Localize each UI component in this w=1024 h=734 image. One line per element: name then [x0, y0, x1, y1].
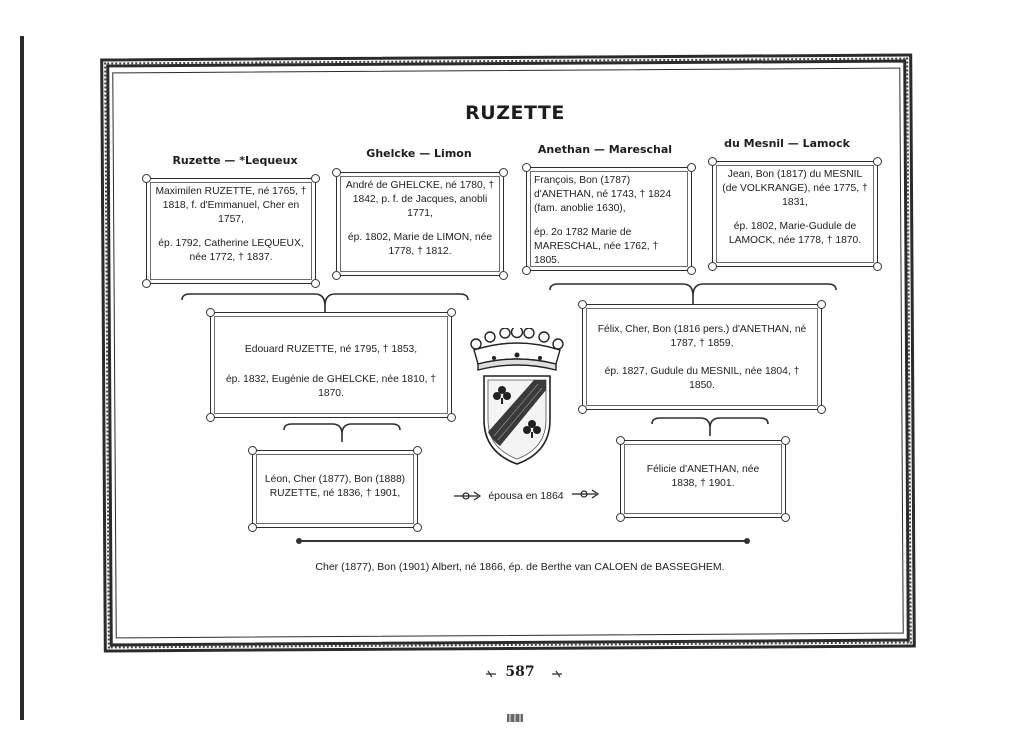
corner-ornament-icon — [311, 279, 320, 288]
rule-end-ornament — [296, 538, 302, 544]
person-box-maximilen — [146, 178, 316, 284]
descendant-rule — [298, 540, 748, 542]
corner-ornament-icon — [873, 262, 882, 271]
page-number-ornament-icon — [484, 668, 564, 680]
corner-ornament-icon — [522, 163, 531, 172]
connector-brace-felix — [650, 416, 770, 438]
person-box-leon — [252, 450, 418, 528]
person-text: Maximilen RUZETTE, né 1765, † 1818, f. d'Emmanuel, Cher en 1757, — [155, 186, 307, 225]
corner-ornament-icon — [781, 513, 790, 522]
corner-ornament-icon — [817, 300, 826, 309]
corner-ornament-icon — [616, 513, 625, 522]
corner-ornament-icon — [817, 405, 826, 414]
marriage-text: ép. 1802, Marie-Gudule de LAMOCK, née 1778, † 1870. — [728, 221, 862, 246]
marriage-text: ép. 1827, Gudule du MESNIL, née 1804, † 1850. — [604, 366, 800, 391]
rule-end-ornament — [744, 538, 750, 544]
person-text: Félix, Cher, Bon (1816 pers.) d'ANETHAN, né 1787, † 1859, — [597, 324, 807, 349]
person-box-felix — [582, 304, 822, 410]
corner-ornament-icon — [687, 163, 696, 172]
corner-ornament-icon — [332, 271, 341, 280]
marriage-caption: épousa en 1864 — [488, 490, 564, 502]
couple-heading-ruzette: Ruzette — *Lequeux — [172, 154, 298, 167]
corner-ornament-icon — [522, 266, 531, 275]
corner-ornament-icon — [413, 523, 422, 532]
corner-ornament-icon — [248, 523, 257, 532]
person-box-jean — [712, 161, 878, 267]
couple-heading-dumesnil: du Mesnil — Lamock — [724, 137, 850, 150]
marriage-text: ép. 1792, Catherine LEQUEUX, née 1772, † 1837. — [158, 238, 304, 263]
corner-ornament-icon — [873, 157, 882, 166]
corner-ornament-icon — [142, 174, 151, 183]
corner-ornament-icon — [578, 405, 587, 414]
corner-ornament-icon — [781, 436, 790, 445]
person-text: François, Bon (1787) d'ANETHAN, né 1743, † 1824 (fam. anoblie 1630), — [534, 175, 672, 214]
corner-ornament-icon — [206, 413, 215, 422]
corner-ornament-icon — [708, 262, 717, 271]
couple-heading-ghelcke: Ghelcke — Limon — [366, 147, 472, 160]
right-arrow-ornament-icon — [570, 488, 600, 500]
corner-ornament-icon — [332, 168, 341, 177]
marriage-text: ép. 1832, Eugénie de GHELCKE, née 1810, † 1870. — [225, 374, 437, 399]
corner-ornament-icon — [248, 446, 257, 455]
scan-edge — [20, 36, 24, 720]
descendant-text: Cher (1877), Bon (1901) Albert, né 1866, ép. de Berthe van CALOEN de BASSEGHEM. — [315, 561, 725, 573]
coat-of-arms-icon — [464, 328, 570, 468]
corner-ornament-icon — [499, 271, 508, 280]
corner-ornament-icon — [616, 436, 625, 445]
corner-ornament-icon — [447, 308, 456, 317]
corner-ornament-icon — [206, 308, 215, 317]
person-text: Félicie d'ANETHAN, née 1838, † 1901. — [646, 464, 760, 489]
connector-brace-edouard — [282, 422, 402, 444]
person-box-andre — [336, 172, 504, 276]
marriage-text: ép. 2o 1782 Marie de MARESCHAL, née 1762, † 1805. — [534, 227, 659, 266]
person-text: Léon, Cher (1877), Bon (1888) RUZETTE, né 1836, † 1901, — [264, 474, 406, 499]
corner-ornament-icon — [499, 168, 508, 177]
person-box-felicie — [620, 440, 786, 518]
page-title: RUZETTE — [465, 102, 565, 124]
person-text: André de GHELCKE, né 1780, † 1842, p. f. de Jacques, anobli 1771, — [345, 180, 495, 219]
person-text: Jean, Bon (1817) du MESNIL (de VOLKRANGE), née 1775, † 1831, — [722, 169, 868, 208]
marriage-text: ép. 1802, Marie de LIMON, née 1778, † 1812. — [347, 232, 493, 257]
corner-ornament-icon — [142, 279, 151, 288]
page-number: 587 — [505, 664, 535, 680]
person-box-francois — [526, 167, 692, 271]
person-text: Edouard RUZETTE, né 1795, † 1853, — [244, 344, 418, 355]
bottom-ornament-icon — [506, 713, 524, 723]
corner-ornament-icon — [447, 413, 456, 422]
corner-ornament-icon — [708, 157, 717, 166]
corner-ornament-icon — [687, 266, 696, 275]
corner-ornament-icon — [578, 300, 587, 309]
corner-ornament-icon — [311, 174, 320, 183]
couple-heading-anethan: Anethan — Mareschal — [537, 143, 673, 156]
corner-ornament-icon — [413, 446, 422, 455]
person-box-edouard — [210, 312, 452, 418]
